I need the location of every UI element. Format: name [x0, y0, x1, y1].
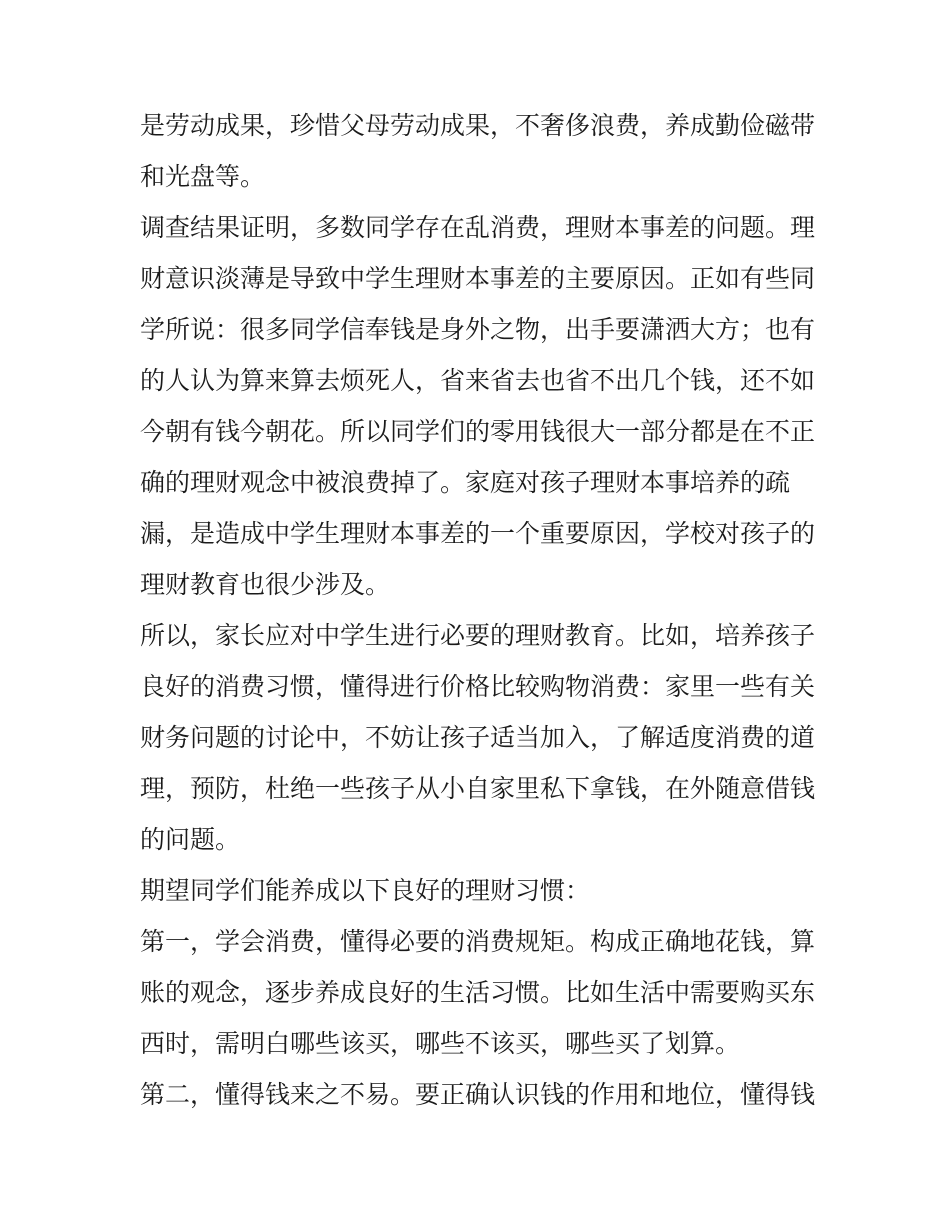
text-line: 所以，家长应对中学生进行必要的理财教育。比如，培养孩子: [140, 621, 816, 650]
text-line: 理财教育也很少涉及。: [140, 570, 391, 599]
text-line: 确的理财观念中被浪费掉了。家庭对孩子理财本事培养的疏: [140, 468, 791, 497]
text-line: 财意识淡薄是导致中学生理财本事差的主要原因。正如有些同: [140, 264, 816, 293]
text-line: 第一，学会消费，懂得必要的消费规矩。构成正确地花钱，算: [140, 927, 816, 956]
text-line: 良好的消费习惯，懂得进行价格比较购物消费：家里一些有关: [140, 672, 816, 701]
text-line: 财务问题的讨论中，不妨让孩子适当加入，了解适度消费的道: [140, 723, 816, 752]
text-line: 西时，需明白哪些该买，哪些不该买，哪些买了划算。: [140, 1029, 741, 1058]
text-line: 和光盘等。: [140, 162, 266, 191]
text-line: 学所说：很多同学信奉钱是身外之物，出手要潇洒大方；也有: [140, 315, 816, 344]
document-body: [140, 100, 820, 1120]
text-line: 今朝有钱今朝花。所以同学们的零用钱很大一部分都是在不正: [140, 417, 816, 446]
text-line: 的问题。: [140, 825, 241, 854]
text-line: 账的观念，逐步养成良好的生活习惯。比如生活中需要购买东: [140, 978, 816, 1007]
text-line: 的人认为算来算去烦死人，省来省去也省不出几个钱，还不如: [140, 366, 816, 395]
text-line: 漏，是造成中学生理财本事差的一个重要原因，学校对孩子的: [140, 519, 816, 548]
text-line: 理，预防，杜绝一些孩子从小自家里私下拿钱，在外随意借钱: [140, 774, 816, 803]
text-line: 调查结果证明，多数同学存在乱消费，理财本事差的问题。理: [140, 213, 816, 242]
text-line: 期望同学们能养成以下良好的理财习惯：: [140, 876, 591, 905]
text-line: 是劳动成果，珍惜父母劳动成果，不奢侈浪费，养成勤俭磁带: [140, 111, 816, 140]
text-line: 第二，懂得钱来之不易。要正确认识钱的作用和地位，懂得钱: [140, 1080, 816, 1109]
